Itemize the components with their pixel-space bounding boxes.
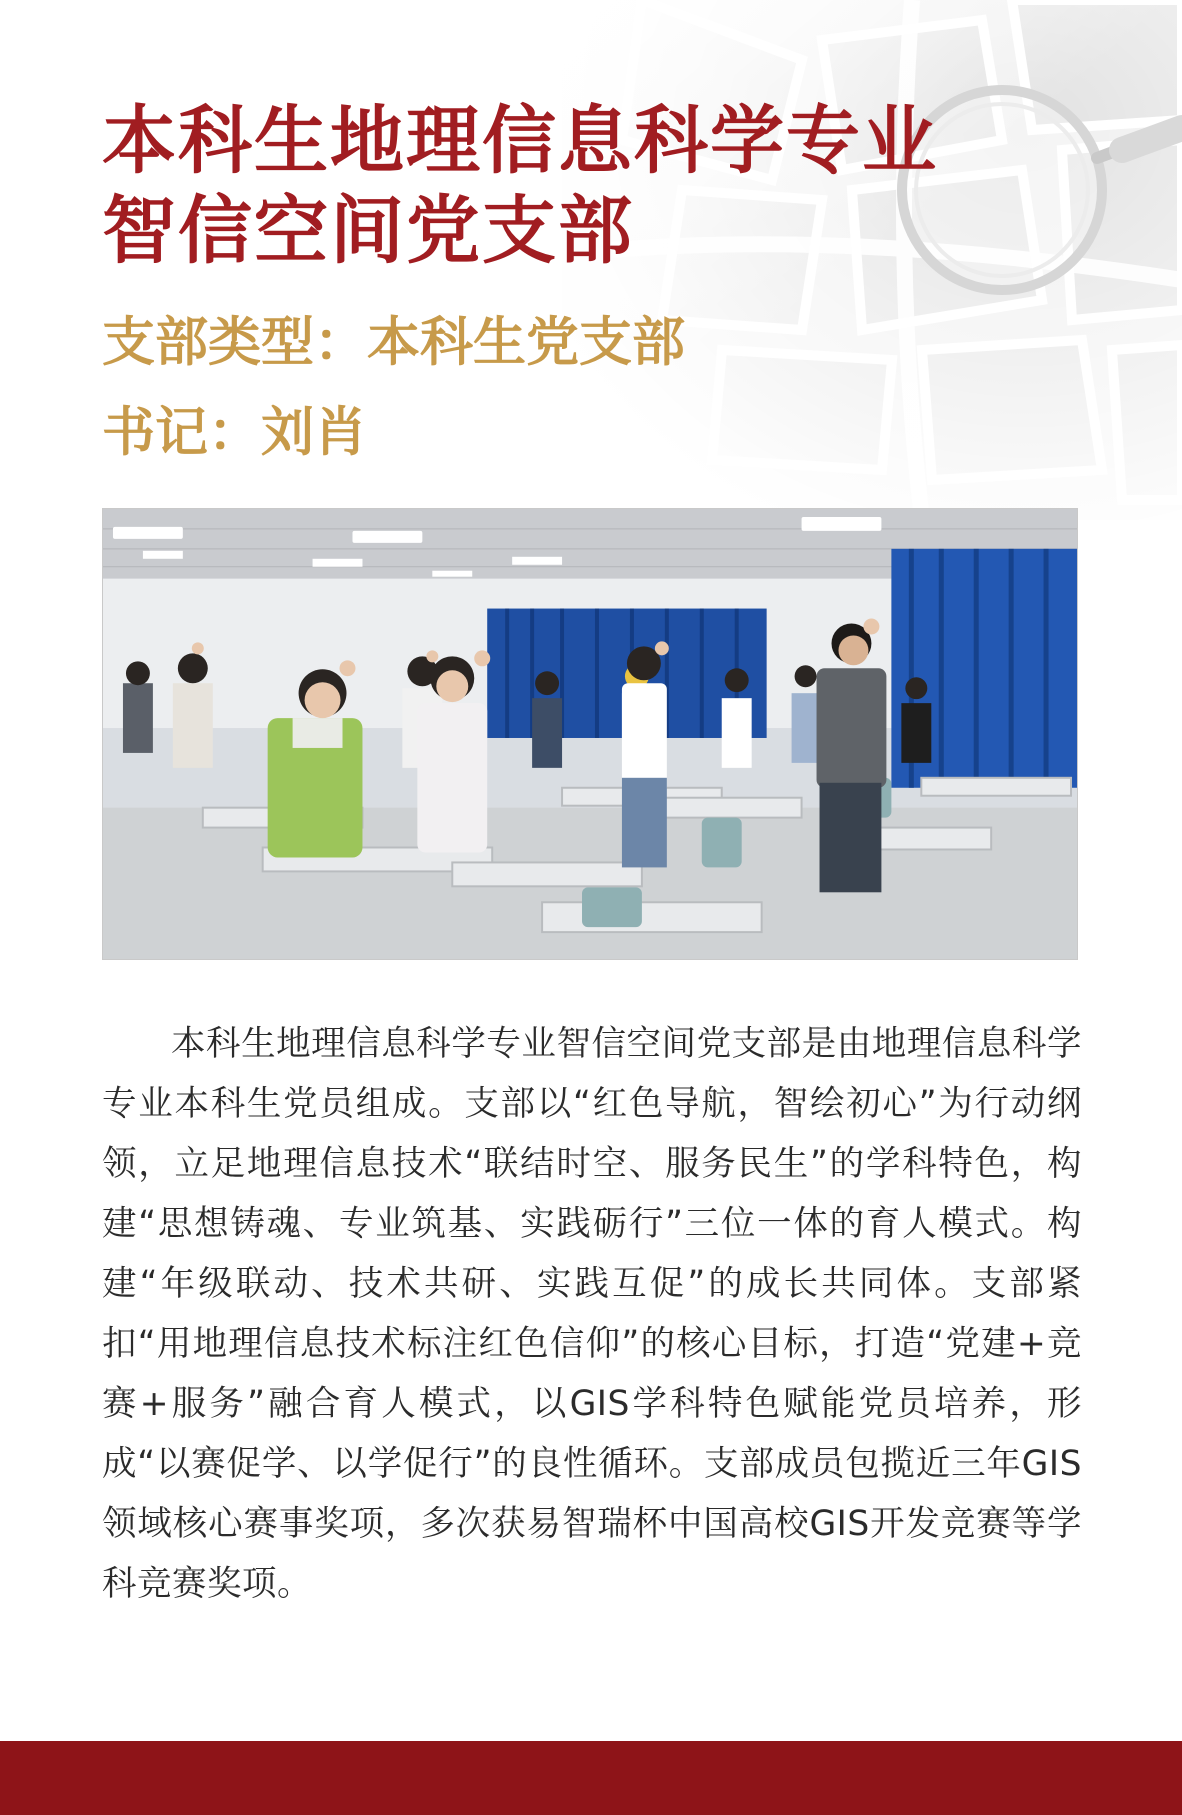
title-line-1: 本科生地理信息科学专业 [102, 98, 938, 184]
branch-type: 支部类型：本科生党支部 [102, 312, 685, 373]
page-title [102, 96, 1002, 276]
classroom-oath-photo [102, 508, 1078, 960]
branch-description: 本科生地理信息科学专业智信空间党支部是由地理信息科学专业本科生党员组成。支部以“红色导航，智绘初心”为行动纲领，立足地理信息技术“联结时空、服务民生”的学科特色，构建“思想铸魂、专业筑基、实践砺行”三位一体的育人模式。构建“年级联动、技术共研、实践互促”的成长共同体。支部紧扣“用地理信息技术标注红色信仰”的核心目标，打造“党建+竞赛+服务”融合育人模式，以GIS学科特色赋能党员培养，形成“以赛促学、以学促行”的良性循环。支部成员包揽近三年GIS领域核心赛事奖项，多次获易智瑞杯中国高校GIS开发竞赛等学科竞赛奖项。 [102, 1024, 1082, 1604]
footer-bar [0, 1741, 1182, 1815]
branch-meta [102, 298, 685, 478]
branch-secretary: 书记：刘肖 [102, 402, 367, 463]
title-line-2: 智信空间党支部 [102, 188, 634, 274]
